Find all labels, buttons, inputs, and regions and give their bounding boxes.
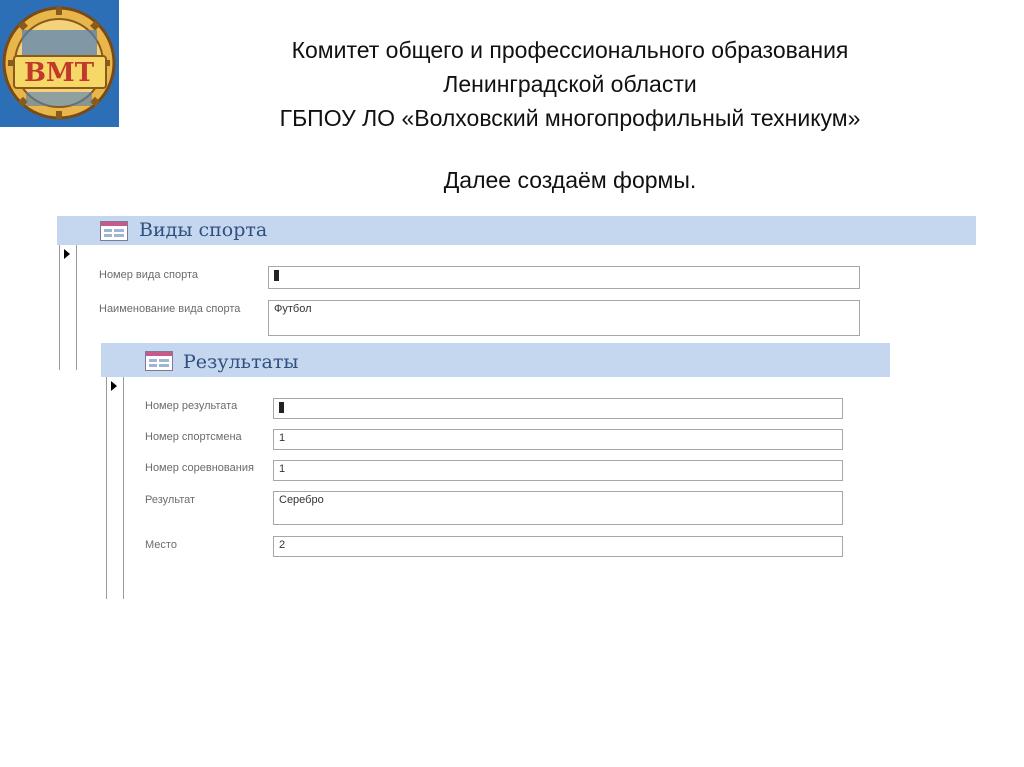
- header-line-3: ГБПОУ ЛО «Волховский многопрофильный техникум»: [279, 105, 861, 131]
- text-caret: [274, 270, 279, 281]
- record-selector[interactable]: [106, 377, 124, 599]
- record-selector-arrow-icon: [111, 381, 117, 391]
- form-results: [101, 343, 890, 599]
- slide-subtitle: Далее создаём формы.: [443, 167, 697, 193]
- label-sport-number: Номер вида спорта: [99, 269, 198, 281]
- field-sport-name[interactable]: Футбол: [268, 300, 860, 336]
- form-title: Виды спорта: [139, 219, 268, 241]
- form-header: [101, 343, 890, 377]
- label-result: Результат: [145, 494, 196, 506]
- header-line-1: Комитет общего и профессионального образования: [291, 37, 849, 63]
- header: [130, 33, 1010, 135]
- label-athlete-number: Номер спортсмена: [145, 431, 242, 443]
- label-competition-number: Номер соревнования: [145, 462, 254, 474]
- label-sport-name: Наименование вида спорта: [99, 303, 241, 315]
- record-selector-arrow-icon: [64, 249, 70, 259]
- svg-text:ВМТ: ВМТ: [23, 58, 95, 88]
- record-selector[interactable]: [59, 245, 77, 370]
- header-line-2: Ленинградской области: [443, 71, 697, 97]
- form-icon: [145, 351, 173, 376]
- college-logo: [0, 0, 119, 127]
- field-place[interactable]: 2: [273, 536, 843, 557]
- field-competition-number[interactable]: 1: [273, 460, 843, 481]
- text-caret: [279, 402, 284, 413]
- form-header: [57, 216, 976, 245]
- form-title: Результаты: [183, 351, 299, 373]
- field-result[interactable]: Серебро: [273, 491, 843, 525]
- label-place: Место: [145, 539, 177, 551]
- form-icon: [100, 221, 128, 246]
- field-athlete-number[interactable]: 1: [273, 429, 843, 450]
- field-result-number[interactable]: [273, 398, 843, 419]
- label-result-number: Номер результата: [145, 400, 238, 412]
- field-sport-number[interactable]: [268, 266, 860, 289]
